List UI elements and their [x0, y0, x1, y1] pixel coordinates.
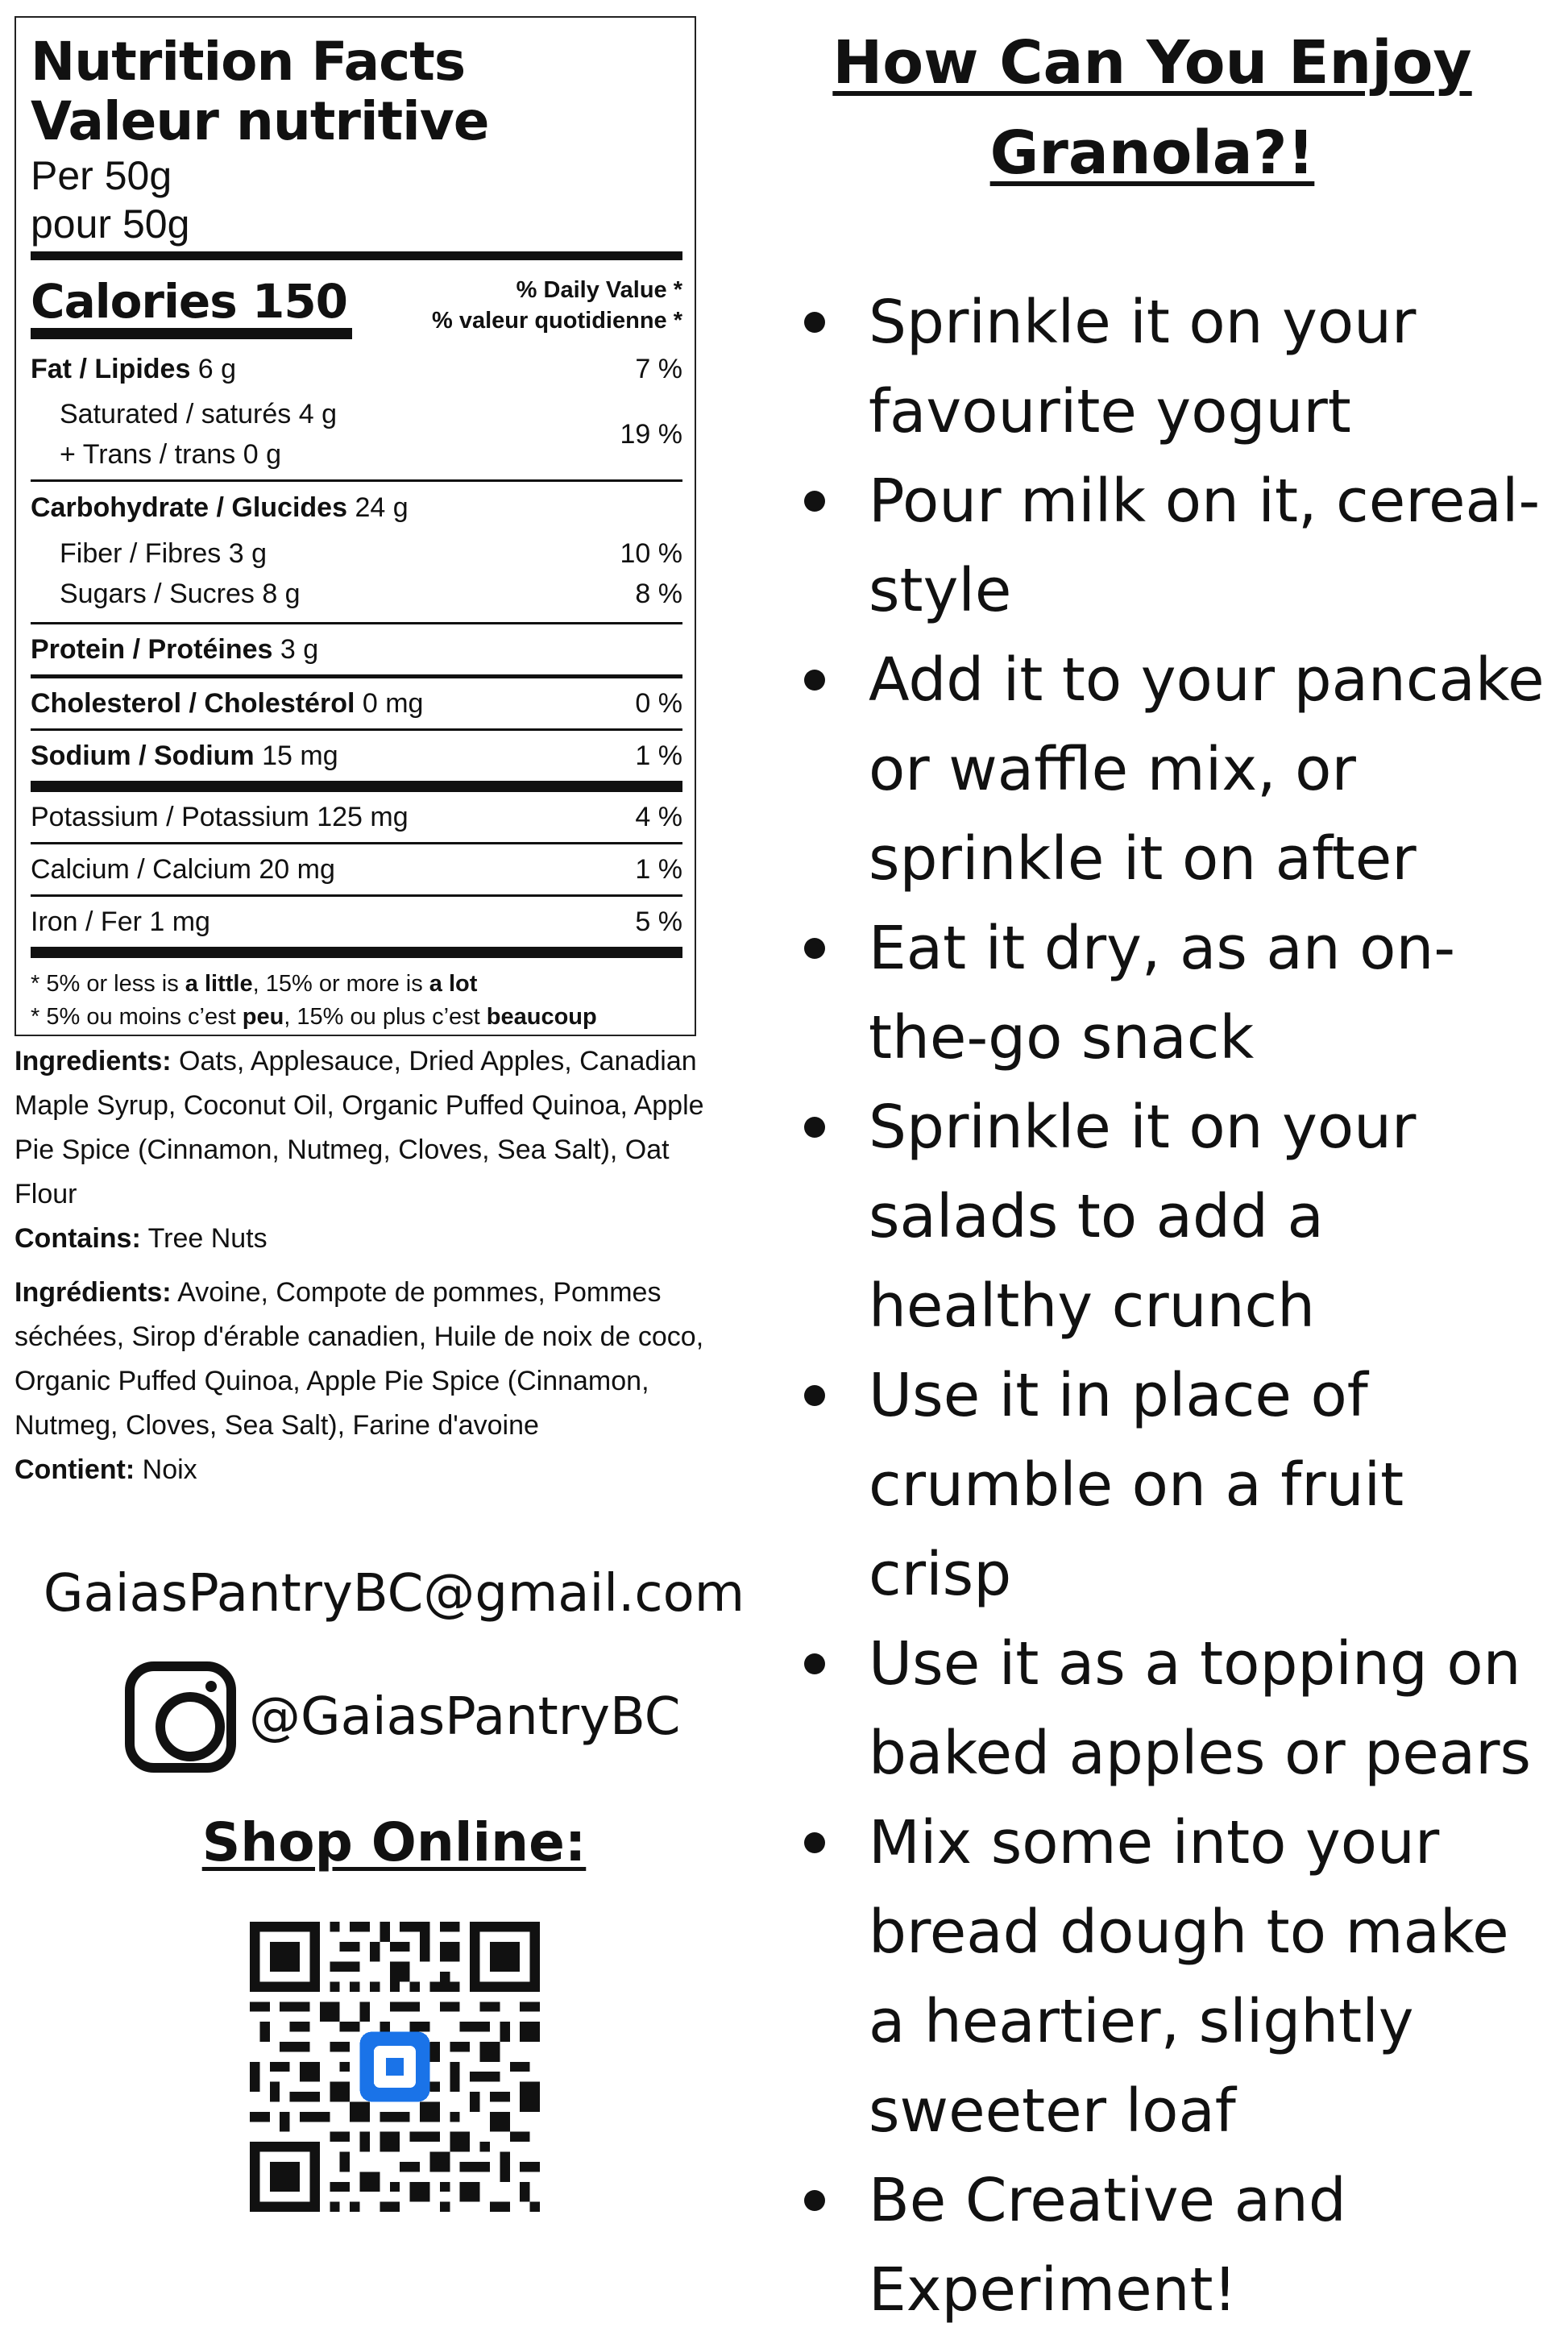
- divider: [31, 251, 682, 260]
- sugars: Sugars / Sucres 8 g: [60, 578, 301, 609]
- serving-size-en: Per 50g: [31, 153, 172, 198]
- footnote-fr-beaucoup: beaucoup: [486, 1004, 597, 1030]
- contains-en: [15, 1217, 707, 1261]
- potassium-row: [31, 792, 682, 842]
- carbohydrate-amount: 24 g: [347, 492, 409, 523]
- potassium: Potassium / Potassium 125 mg: [31, 801, 409, 832]
- footnote-en-lot: a lot: [429, 971, 478, 997]
- list-item: Use it as a topping on baked apples or pears: [798, 1620, 1555, 1798]
- divider: [31, 947, 682, 958]
- sodium-percent: 1 %: [635, 740, 682, 771]
- enjoy-heading: [790, 18, 1515, 198]
- nutrition-facts-content: [31, 32, 682, 1034]
- trans-fat: + Trans / trans 0 g: [60, 439, 281, 470]
- qr-code-icon[interactable]: [250, 1922, 540, 2212]
- ingredients-en-text: Oats, Applesauce, Dried Apples, Canadian Maple Syrup, Coconut Oil, Organic Puffed Quinoa, Apple Pie Spice (Cinnamon, Nutmeg, Cloves, Sea Salt), Oat Flour: [15, 1046, 704, 1209]
- daily-value-en: % Daily Value *: [516, 277, 682, 303]
- cholesterol-amount: 0 mg: [355, 687, 424, 719]
- ingredients-fr: [15, 1271, 707, 1448]
- contains-en-text: Tree Nuts: [140, 1223, 268, 1254]
- fat-amount: 6 g: [190, 353, 237, 384]
- instagram-handle: @GaiasPantryBC: [249, 1687, 681, 1747]
- iron-row: [31, 897, 682, 947]
- sugars-percent: 8 %: [635, 578, 682, 609]
- iron: Iron / Fer 1 mg: [31, 906, 210, 937]
- potassium-percent: 4 %: [635, 801, 682, 832]
- fat-row: [31, 344, 682, 394]
- protein-label: Protein / Protéines: [31, 633, 273, 665]
- nutrition-facts-panel: [15, 16, 696, 1036]
- carbohydrate-row: [31, 482, 682, 533]
- list-item: Eat it dry, as an on-the-go snack: [798, 904, 1555, 1083]
- saturated-trans-row: [31, 394, 682, 475]
- list-item: Sprinkle it on your favourite yogurt: [798, 278, 1555, 457]
- shop-online-heading: Shop Online:: [201, 1811, 587, 1873]
- sodium-label: Sodium / Sodium: [31, 740, 255, 771]
- list-item: Pour milk on it, cereal-style: [798, 457, 1555, 636]
- serving-size-fr: pour 50g: [31, 201, 190, 247]
- ingredients-section: [15, 1039, 707, 1492]
- instagram-lens: [156, 1692, 225, 1761]
- fat-percent: 7 %: [635, 353, 682, 384]
- nutrition-title-en: Nutrition Facts: [31, 31, 466, 93]
- list-item: Use it in place of crumble on a fruit crisp: [798, 1351, 1555, 1620]
- footnote-en: [31, 968, 682, 1001]
- footnote-fr-text: , 15% ou plus c’est: [284, 1004, 487, 1030]
- qr-center-dot: [386, 2058, 404, 2076]
- daily-value-header: [432, 275, 682, 336]
- saturated-trans-percent: 19 %: [620, 418, 682, 450]
- fat-label: Fat / Lipides: [31, 353, 191, 384]
- instagram-dot: [205, 1681, 217, 1692]
- cholesterol-label: Cholesterol / Cholestérol: [31, 687, 355, 719]
- daily-value-fr: % valeur quotidienne *: [432, 308, 682, 334]
- ingredients-fr-text: Avoine, Compote de pommes, Pommes séchées, Sirop d'érable canadien, Huile de noix de coco, Organic Puffed Quinoa, Apple Pie Spice (Cinnamon, Nutmeg, Cloves, Sea Salt), Farine d'avoine: [15, 1277, 704, 1441]
- carbohydrate-label: Carbohydrate / Glucides: [31, 492, 347, 523]
- divider: [31, 781, 682, 792]
- saturated-fat: Saturated / saturés 4 g: [60, 399, 337, 429]
- footnote: [31, 968, 682, 1034]
- cholesterol-percent: 0 %: [635, 687, 682, 719]
- protein-row: [31, 624, 682, 674]
- ingredients-en-label: Ingredients:: [15, 1046, 172, 1076]
- contains-en-label: Contains:: [15, 1223, 141, 1254]
- ingredients-fr-label: Ingrédients:: [15, 1277, 172, 1308]
- instagram-icon: [125, 1661, 236, 1773]
- footnote-en-text: , 15% or more is: [252, 971, 429, 997]
- sodium-row: [31, 731, 682, 781]
- list-item: Mix some into your bread dough to make a heartier, slightly sweeter loaf: [798, 1798, 1555, 2156]
- footnote-en-text: * 5% or less is: [31, 971, 185, 997]
- list-item: Add it to your pancake or waffle mix, or sprinkle it on after: [798, 636, 1555, 904]
- calories-row: [31, 275, 682, 341]
- calories: Calories 150: [31, 275, 352, 339]
- nutrition-title-fr: Valeur nutritive: [31, 90, 489, 152]
- footnote-fr: [31, 1001, 682, 1034]
- footnote-fr-text: * 5% ou moins c’est: [31, 1004, 243, 1030]
- contains-fr-label: Contient:: [15, 1454, 135, 1485]
- contains-fr-text: Noix: [135, 1454, 197, 1485]
- instagram-link[interactable]: [125, 1658, 680, 1776]
- fiber-percent: 10 %: [620, 537, 682, 569]
- fiber-row: [31, 533, 682, 574]
- contains-fr: [15, 1448, 707, 1492]
- fiber: Fiber / Fibres 3 g: [60, 537, 267, 569]
- list-item: Sprinkle it on your salads to add a healthy crunch: [798, 1083, 1555, 1351]
- tips-list: [798, 278, 1555, 2335]
- enjoy-heading-line2: Granola?!: [989, 118, 1315, 188]
- cholesterol-row: [31, 678, 682, 728]
- protein-amount: 3 g: [272, 633, 319, 665]
- sodium-amount: 15 mg: [254, 740, 338, 771]
- calcium-row: [31, 844, 682, 894]
- contact-email[interactable]: GaiasPantryBC@gmail.com: [43, 1564, 745, 1624]
- footnote-en-little: a little: [185, 971, 253, 997]
- enjoy-heading-line1: How Can You Enjoy: [832, 28, 1472, 97]
- calcium: Calcium / Calcium 20 mg: [31, 853, 335, 885]
- ingredients-en: [15, 1039, 707, 1217]
- iron-percent: 5 %: [635, 906, 682, 937]
- footnote-fr-peu: peu: [242, 1004, 284, 1030]
- sugars-row: [31, 574, 682, 614]
- list-item: Be Creative and Experiment!: [798, 2156, 1555, 2335]
- calcium-percent: 1 %: [635, 853, 682, 885]
